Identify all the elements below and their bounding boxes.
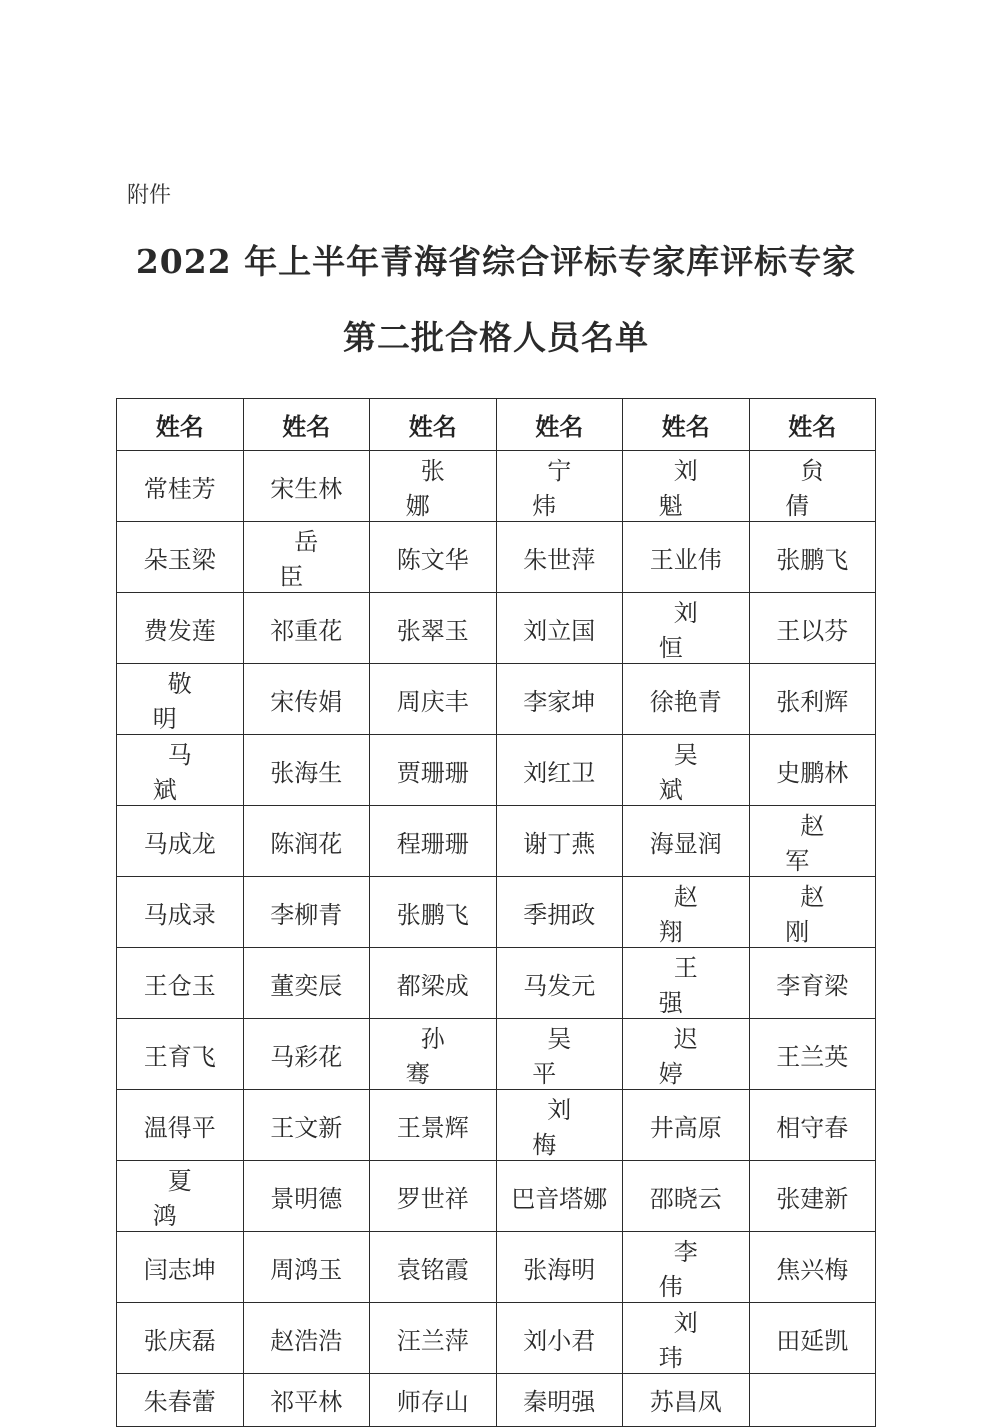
column-header: 姓名 [623,399,750,451]
name-cell: 李家坤 [496,664,623,735]
name-cell: 都梁成 [370,948,497,1019]
column-header: 姓名 [117,399,244,451]
name-cell: 井高原 [623,1090,750,1161]
name-cell: 王仓玉 [117,948,244,1019]
column-header: 姓名 [496,399,623,451]
name-cell: 刘魁 [623,451,750,522]
name-cell: 周庆丰 [370,664,497,735]
table-row [117,1303,876,1374]
column-header: 姓名 [370,399,497,451]
name-cell: 张翠玉 [370,593,497,664]
name-cell: 迟婷 [623,1019,750,1090]
name-cell: 王文新 [243,1090,370,1161]
name-cell: 贠倩 [749,451,876,522]
name-cell: 马发元 [496,948,623,1019]
name-cell: 朵玉梁 [117,522,244,593]
table-row [117,806,876,877]
name-cell: 王景辉 [370,1090,497,1161]
name-cell: 周鸿玉 [243,1232,370,1303]
name-cell: 祁重花 [243,593,370,664]
name-cell: 宋生林 [243,451,370,522]
name-cell: 刘恒 [623,593,750,664]
name-cell: 吴斌 [623,735,750,806]
name-cell: 张海明 [496,1232,623,1303]
name-cell: 王业伟 [623,522,750,593]
name-cell: 张建新 [749,1161,876,1232]
name-cell: 王兰英 [749,1019,876,1090]
name-cell: 苏昌凤 [623,1374,750,1426]
name-cell: 常桂芳 [117,451,244,522]
qualified-experts-table [116,398,876,1427]
name-cell: 季拥政 [496,877,623,948]
name-cell: 张鹏飞 [749,522,876,593]
name-cell: 张庆磊 [117,1303,244,1374]
name-cell: 马斌 [117,735,244,806]
column-header: 姓名 [243,399,370,451]
name-cell: 夏鸿 [117,1161,244,1232]
table-row [117,1019,876,1090]
name-cell: 温得平 [117,1090,244,1161]
name-cell: 董奕辰 [243,948,370,1019]
name-cell: 吴平 [496,1019,623,1090]
name-cell: 宋传娟 [243,664,370,735]
name-cell: 海显润 [623,806,750,877]
name-cell: 师存山 [370,1374,497,1426]
name-cell: 巴音塔娜 [496,1161,623,1232]
name-cell: 罗世祥 [370,1161,497,1232]
name-cell: 袁铭霞 [370,1232,497,1303]
name-cell: 陈文华 [370,522,497,593]
name-cell: 邵晓云 [623,1161,750,1232]
name-cell: 刘小君 [496,1303,623,1374]
name-cell: 秦明强 [496,1374,623,1426]
name-cell: 李伟 [623,1232,750,1303]
table-row [117,451,876,522]
name-cell: 朱春蕾 [117,1374,244,1426]
name-cell: 赵刚 [749,877,876,948]
name-cell: 汪兰萍 [370,1303,497,1374]
name-cell: 敬明 [117,664,244,735]
name-cell: 史鹏林 [749,735,876,806]
name-cell: 张鹏飞 [370,877,497,948]
table-row [117,1161,876,1232]
name-cell: 马彩花 [243,1019,370,1090]
attachment-label: 附件 [127,183,172,208]
name-cell: 马成录 [117,877,244,948]
name-cell: 刘立国 [496,593,623,664]
name-cell: 相守春 [749,1090,876,1161]
name-cell: 王育飞 [117,1019,244,1090]
name-cell: 程珊珊 [370,806,497,877]
table-row [117,664,876,735]
name-cell: 张娜 [370,451,497,522]
name-cell: 马成龙 [117,806,244,877]
table-row [117,948,876,1019]
document-title-line-1: 2022 年上半年青海省综合评标专家库评标专家 [135,242,857,281]
name-cell: 徐艳青 [623,664,750,735]
name-cell: 王以芬 [749,593,876,664]
table-header-row [117,399,876,451]
name-cell [749,1374,876,1426]
table-row [117,877,876,948]
name-cell: 孙骞 [370,1019,497,1090]
name-cell: 刘玮 [623,1303,750,1374]
table-body [117,451,876,1426]
column-header: 姓名 [749,399,876,451]
name-cell: 李育梁 [749,948,876,1019]
name-cell: 王强 [623,948,750,1019]
name-cell: 宁炜 [496,451,623,522]
name-cell: 陈润花 [243,806,370,877]
name-cell: 岳臣 [243,522,370,593]
table-row [117,1090,876,1161]
name-cell: 田延凯 [749,1303,876,1374]
name-cell: 刘红卫 [496,735,623,806]
document-title-line-2: 第二批合格人员名单 [343,318,649,357]
name-cell: 朱世萍 [496,522,623,593]
name-cell: 焦兴梅 [749,1232,876,1303]
table-row [117,735,876,806]
name-cell: 祁平林 [243,1374,370,1426]
name-cell: 闫志坤 [117,1232,244,1303]
name-cell: 谢丁燕 [496,806,623,877]
name-cell: 景明德 [243,1161,370,1232]
name-cell: 李柳青 [243,877,370,948]
name-cell: 张利辉 [749,664,876,735]
table-row [117,522,876,593]
name-cell: 赵军 [749,806,876,877]
table-row [117,593,876,664]
table-row [117,1232,876,1303]
name-cell: 贾珊珊 [370,735,497,806]
name-cell: 赵浩浩 [243,1303,370,1374]
name-cell: 张海生 [243,735,370,806]
table-row [117,1374,876,1426]
name-cell: 赵翔 [623,877,750,948]
name-cell: 费发莲 [117,593,244,664]
name-cell: 刘梅 [496,1090,623,1161]
